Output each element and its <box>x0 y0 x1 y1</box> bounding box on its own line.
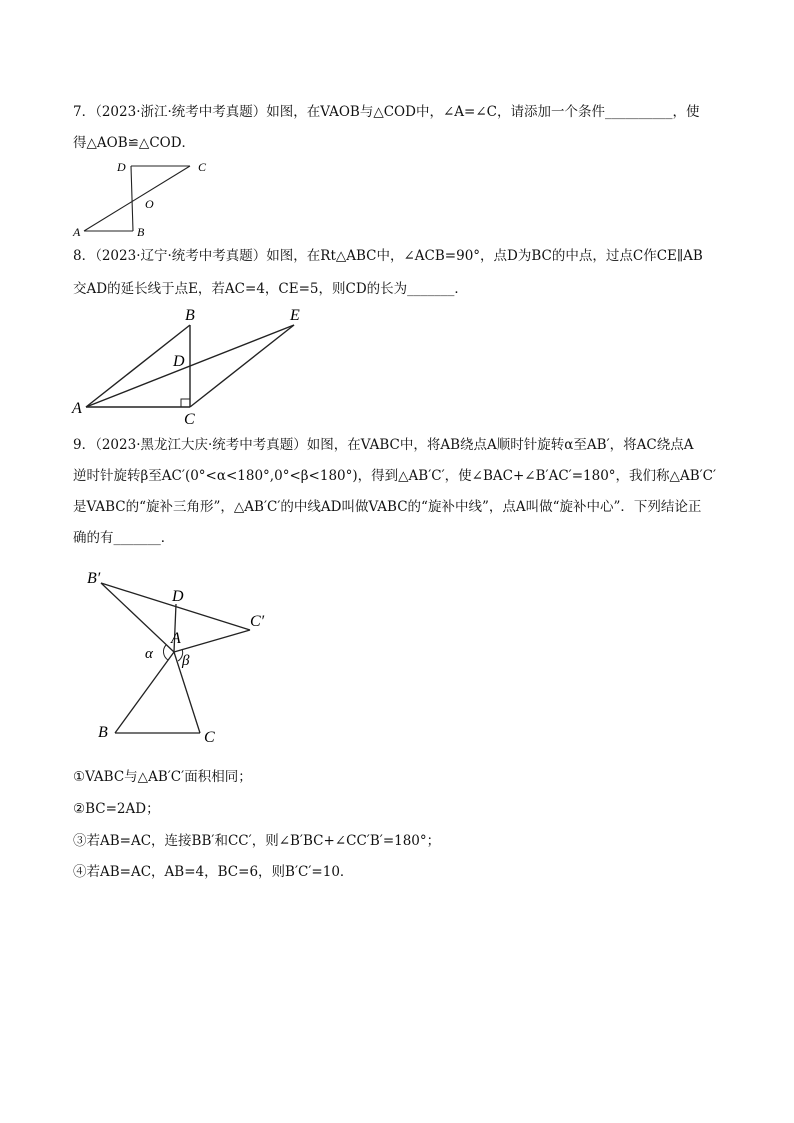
q8-label-e: E <box>290 307 300 324</box>
q9-seg-ab <box>115 652 174 733</box>
q9-seg-a-cp <box>174 630 250 652</box>
q8-seg-ce <box>190 325 294 407</box>
q9-label-a: A <box>171 630 181 647</box>
q9-label-cprime: C′ <box>250 613 265 630</box>
q9-angle-alpha-arc <box>163 645 168 660</box>
q9-option-3: ③若AB=AC，连接BB′和CC′，则∠B′BC+∠CC′B′=180°； <box>73 833 441 849</box>
q7-label-d: D <box>117 160 126 174</box>
q7-stem-line1: 7．（2023·浙江·统考中考真题）如图，在VAOB与△COD中，∠A=∠C，请添加一个条件__________，使 <box>73 104 700 120</box>
q9-stem-line2: 逆时针旋转β至AC′(0°<α<180°,0°<β<180°)，得到△AB′C′，使∠BAC+∠B′AC′=180°，我们称△AB′C′ <box>73 468 717 484</box>
q9-stem-line3: 是VABC的“旋补三角形”，△AB′C′的中线AD叫做VABC的“旋补中线”，点A叫做“旋补中心”．下列结论正 <box>73 499 702 515</box>
q9-option-1: ①VABC与△AB′C′面积相同； <box>73 769 252 785</box>
q9-label-alpha: α <box>145 646 153 662</box>
q8-label-a: A <box>72 400 82 417</box>
q9-option-4: ④若AB=AC，AB=4，BC=6，则B′C′=10． <box>73 864 354 880</box>
q9-label-d: D <box>172 588 184 605</box>
q8-label-d: D <box>173 353 185 370</box>
q9-seg-ac <box>174 652 200 733</box>
q7-stem-line2: 得△AOB≌△COD． <box>73 135 196 151</box>
q8-seg-ae <box>86 325 294 407</box>
q7-seg-db <box>131 166 133 231</box>
q7-label-o: O <box>145 197 154 211</box>
q8-seg-ab <box>86 325 190 407</box>
q8-stem-line1: 8．（2023·辽宁·统考中考真题）如图，在Rt△ABC中，∠ACB=90°，点D为BC的中点，过点C作CE∥AB <box>73 248 703 264</box>
q9-label-b: B <box>98 724 108 741</box>
q9-seg-a-bp <box>101 583 174 652</box>
q7-seg-ac <box>84 166 190 231</box>
q9-label-c: C <box>204 729 215 746</box>
q9-label-bprime: B′ <box>87 570 101 587</box>
q8-right-angle-mark <box>181 399 190 407</box>
q7-label-c: C <box>198 160 207 174</box>
q7-label-b: B <box>137 225 145 239</box>
q9-seg-bp-cp <box>101 583 250 630</box>
q8-label-c: C <box>184 411 195 428</box>
q9-angle-beta-arc <box>178 649 183 661</box>
q9-label-beta: β <box>182 653 190 669</box>
q9-stem-line1: 9．（2023·黑龙江大庆·统考中考真题）如图，在VABC中，将AB绕点A顺时针旋转α至AB′，将AC绕点A <box>73 437 694 453</box>
q8-label-b: B <box>185 307 195 324</box>
q9-option-2: ②BC=2AD； <box>73 801 160 817</box>
q9-stem-line4: 确的有_______． <box>73 530 175 546</box>
q7-label-a: A <box>73 225 81 239</box>
q9-seg-ad <box>174 604 176 652</box>
q8-stem-line2: 交AD的延长线于点E，若AC=4，CE=5，则CD的长为_______． <box>73 281 468 297</box>
